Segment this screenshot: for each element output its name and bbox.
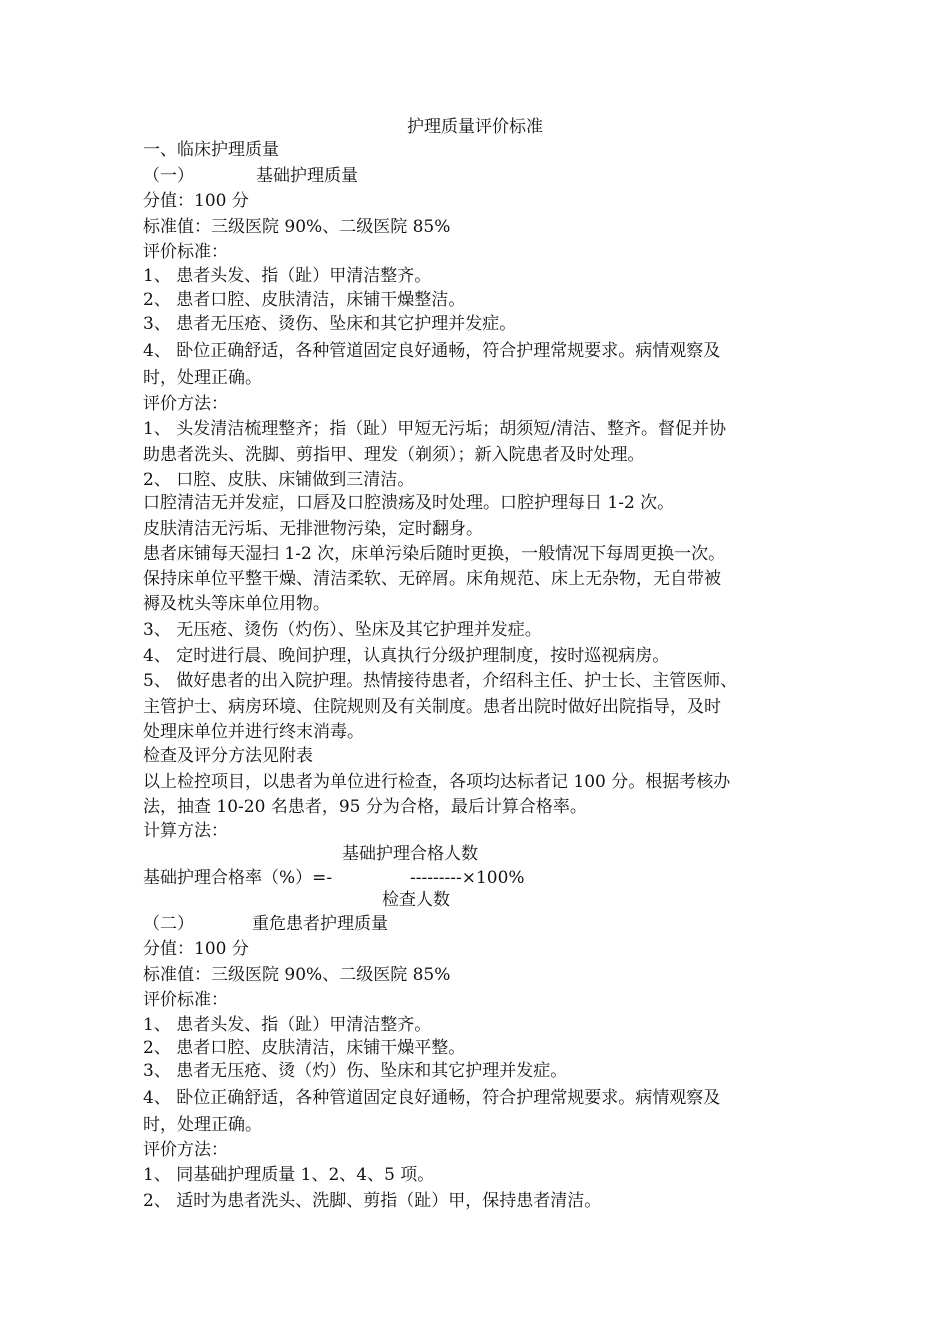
criteria-item: 3、 患者无压疮、烫伤、坠床和其它护理并发症。 [143,314,517,334]
subsection-number: （二） [143,914,194,934]
method-item-cont: 处理床单位并进行终末消毒。 [143,722,364,742]
formula-line: ---------×100% [410,868,525,888]
document-title: 护理质量评价标准 [407,117,543,137]
section-heading: 一、临床护理质量 [143,140,279,160]
method-item-cont: 主管护士、病房环境、住院规则及有关制度。患者出院时做好出院指导，及时 [143,697,721,717]
method-item: 2、 口腔、皮肤、床铺做到三清洁。 [143,470,415,490]
method-text: 褥及枕头等床单位用物。 [143,594,330,614]
subsection-heading [143,165,358,187]
calc-label: 计算方法： [143,821,228,841]
criteria-item: 4、 卧位正确舒适，各种管道固定良好通畅，符合护理常规要求。病情观察及 [143,341,721,361]
check-text: 法，抽查 10-20 名患者，95 分为合格，最后计算合格率。 [143,797,587,817]
check-text: 以上检控项目，以患者为单位进行检查，各项均达标者记 100 分。根据考核办 [143,772,731,792]
method-text: 保持床单位平整干燥、清洁柔软、无碎屑。床角规范、床上无杂物，无自带被 [143,569,721,589]
standard-line: 标准值：三级医院 90%、二级医院 85% [143,965,451,985]
criteria-item: 2、 患者口腔、皮肤清洁，床铺干燥平整。 [143,1038,466,1058]
subsection-number: （一） [143,166,194,186]
method-text: 口腔清洁无并发症，口唇及口腔溃疡及时处理。口腔护理每日 1-2 次。 [143,493,675,513]
score-line: 分值：100 分 [143,191,249,211]
criteria-label: 评价标准： [143,990,228,1010]
method-item: 2、 适时为患者洗头、洗脚、剪指（趾）甲，保持患者清洁。 [143,1191,602,1211]
method-item: 1、 同基础护理质量 1、2、4、5 项。 [143,1165,435,1185]
standard-line: 标准值：三级医院 90%、二级医院 85% [143,217,451,237]
method-item: 4、 定时进行晨、晚间护理，认真执行分级护理制度，按时巡视病房。 [143,646,670,666]
formula-numerator: 基础护理合格人数 [342,844,478,864]
method-item: 1、 头发清洁梳理整齐；指（趾）甲短无污垢；胡须短/清洁、整齐。督促并协 [143,419,726,439]
subsection-title: 基础护理质量 [256,166,358,186]
criteria-item: 3、 患者无压疮、烫（灼）伤、坠床和其它护理并发症。 [143,1061,568,1081]
method-label: 评价方法： [143,1140,228,1160]
subsection-title: 重危患者护理质量 [252,914,388,934]
method-text: 患者床铺每天湿扫 1-2 次，床单污染后随时更换，一般情况下每周更换一次。 [143,544,726,564]
method-item: 5、 做好患者的出入院护理。热情接待患者，介绍科主任、护士长、主管医师、 [143,671,738,691]
method-item-cont: 助患者洗头、洗脚、剪指甲、理发（剃须）；新入院患者及时处理。 [143,445,645,465]
check-line: 检查及评分方法见附表 [143,746,313,766]
method-label: 评价方法： [143,394,228,414]
score-line: 分值：100 分 [143,939,249,959]
formula-left: 基础护理合格率（%）=- [143,868,333,888]
criteria-item: 1、 患者头发、指（趾）甲清洁整齐。 [143,1015,432,1035]
criteria-item-cont: 时，处理正确。 [143,368,262,388]
criteria-label: 评价标准： [143,242,228,262]
criteria-item: 4、 卧位正确舒适，各种管道固定良好通畅，符合护理常规要求。病情观察及 [143,1088,721,1108]
method-text: 皮肤清洁无污垢、无排泄物污染，定时翻身。 [143,519,483,539]
subsection-heading [143,913,388,935]
criteria-item: 2、 患者口腔、皮肤清洁，床铺干燥整洁。 [143,290,466,310]
formula-denominator: 检查人数 [382,890,450,910]
criteria-item-cont: 时，处理正确。 [143,1115,262,1135]
criteria-item: 1、 患者头发、指（趾）甲清洁整齐。 [143,266,432,286]
method-item: 3、 无压疮、烫伤（灼伤）、坠床及其它护理并发症。 [143,620,542,640]
